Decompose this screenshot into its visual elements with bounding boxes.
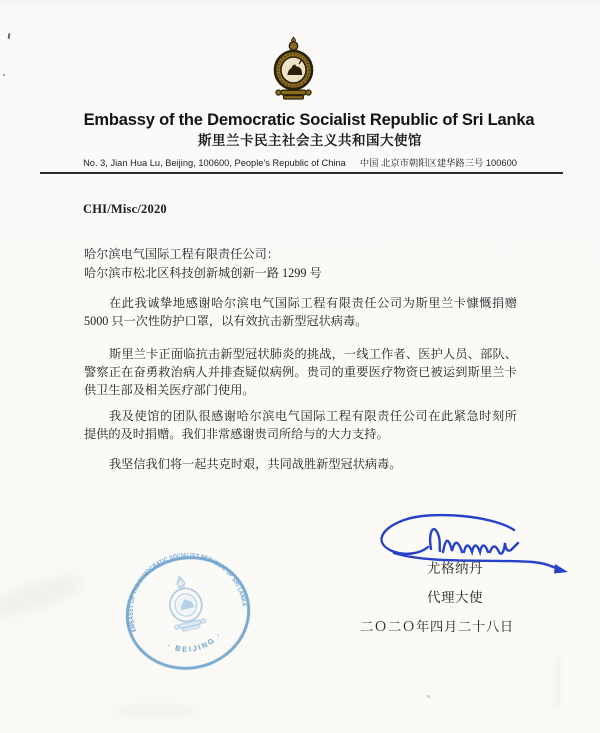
paragraph [84,407,517,443]
embassy-address [0,155,600,169]
letterhead-divider [40,172,563,174]
embassy-seal-icon [106,537,270,689]
seal-city-text: · BEIJING · [165,629,224,654]
scan-smudge [110,704,200,718]
body-line: 警察正在奋勇救治病人并排查疑似病例。贵司的重要医疗物资已被运到斯里兰卡 [84,365,517,379]
body-line: 我坚信我们将一起共克时艰，共同战胜新型冠状病毒。 [109,457,402,471]
letter-date: 二Ｏ二Ｏ年四月二十八日 [360,619,514,634]
address-chinese: 中国 北京市朝阳区建华路三号 100600 [359,158,517,168]
paragraph [84,294,517,330]
recipient-block [84,245,524,283]
address-english: No. 3, Jian Hua Lu, Beijing, 100600, People's Republic of China [83,158,346,168]
recipient-name: 哈尔滨电气国际工程有限责任公司： [84,247,279,261]
recipient-address: 哈尔滨市松北区科技创新城创新一路 1299 号 [84,266,322,280]
scan-smudge [556,655,560,707]
seal-ring-text: EMBASSY OF THE DEMOCRATIC SOCIALIST REPUBLIC OF SRI LANKA [127,552,248,633]
body-line: 提供的及时捐赠。我们非常感谢贵司所给与的大力支持。 [84,427,389,441]
paragraph [84,455,517,473]
scan-artifact [427,695,430,698]
seal-center-emblem [164,573,207,633]
body-line: 在此我诚挚地感谢哈尔滨电气国际工程有限责任公司为斯里兰卡慷慨捐赠 [109,296,517,310]
scan-artifact [3,74,5,76]
scan-shadow-top [0,0,600,10]
embassy-title-english: Embassy of the Democratic Socialist Republic of Sri Lanka [83,111,535,129]
scan-artifact [8,33,11,39]
signatory-name: 尤格纳丹 [427,561,483,576]
body-line: 5000 只一次性防护口罩，以有效抗击新型冠状病毒。 [84,314,368,328]
signatory-title: 代理大使 [427,590,483,605]
reference-number: CHI/Misc/2020 [83,202,167,216]
body-line: 斯里兰卡正面临抗击新型冠状肺炎的挑战，一线工作者、医护人员、部队、 [109,347,517,361]
scan-smudge [0,568,88,624]
embassy-title-chinese: 斯里兰卡民主社会主义共和国大使馆 [198,133,422,148]
body-line: 供卫生部及相关医疗部门使用。 [84,383,255,397]
paragraph [84,345,517,399]
sri-lanka-emblem-icon [270,36,317,102]
body-line: 我及使馆的团队很感谢哈尔滨电气国际工程有限责任公司在此紧急时刻所 [109,409,517,423]
svg-text:· BEIJING · [164,629,226,660]
